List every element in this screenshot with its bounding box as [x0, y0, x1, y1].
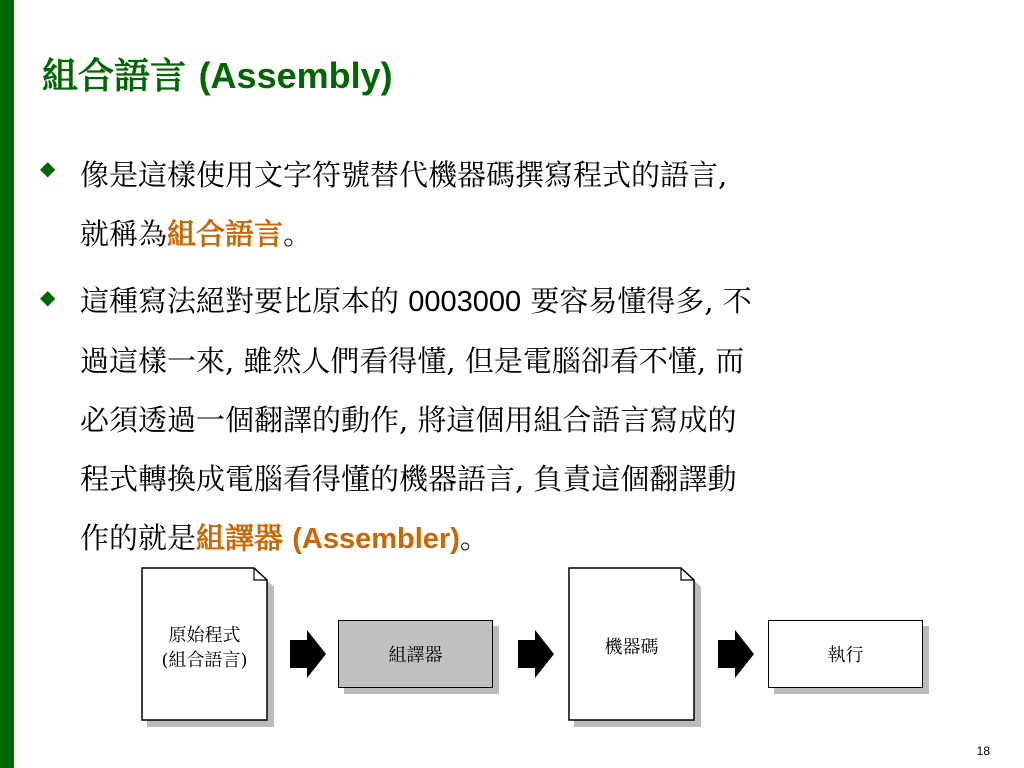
bullet-1-text: [80, 146, 1010, 264]
title-english: (Assembly): [198, 55, 393, 96]
execute-label: 執行: [768, 620, 923, 688]
source-program-line-1: 原始程式: [168, 625, 241, 646]
bullet-2-line-5-suffix: 。: [459, 521, 489, 555]
arrow-right-icon: [717, 629, 755, 679]
page-number: 18: [976, 744, 990, 758]
machine-code-label: 機器碼: [604, 637, 659, 658]
slide-title: [42, 48, 393, 99]
left-accent-bar: [0, 0, 14, 768]
title-chinese: 組合語言: [42, 55, 187, 97]
bullet-1-line-2: [80, 205, 1010, 264]
assembler-label: 組譯器: [338, 620, 493, 688]
bullet-1-line-1: 像是這樣使用文字符號替代機器碼撰寫程式的語言,: [80, 158, 728, 192]
bullet-2-line-5: [80, 509, 1010, 569]
arrow-right-icon: [517, 629, 555, 679]
bullet-2-line-3: 必須透過一個翻譯的動作, 將這個用組合語言寫成的: [80, 403, 737, 437]
source-program-document: [141, 567, 268, 721]
bullet-2-line-5-prefix: 作的就是: [80, 521, 197, 555]
highlight-assembler-en: (Assembler): [292, 523, 460, 555]
bullet-1-prefix: 就稱為: [80, 217, 168, 251]
bullet-2-line-1-a: 這種寫法絕對要比原本的: [80, 284, 400, 318]
machine-code-number: 0003000: [408, 286, 522, 318]
arrow-right-icon: [289, 629, 327, 679]
bullet-2-line-2: 過這樣一來, 雖然人們看得懂, 但是電腦卻看不懂, 而: [80, 344, 745, 378]
bullet-diamond-icon: ◆: [40, 156, 56, 180]
bullet-2-line-1-b: 要容易懂得多, 不: [530, 284, 752, 318]
highlight-assembler-cn: 組譯器: [196, 521, 284, 555]
bullet-2-line-1: [80, 272, 1010, 332]
machine-code-document: [568, 567, 695, 721]
source-program-label: [141, 623, 268, 673]
bullet-1-suffix: 。: [283, 217, 313, 251]
bullet-2-text: [80, 272, 1010, 569]
execute-box: [768, 620, 923, 688]
bullet-diamond-icon: ◆: [40, 285, 56, 309]
assembler-box: [338, 620, 493, 688]
highlight-assembly-language: 組合語言: [167, 217, 284, 251]
source-program-line-2: (組合語言): [161, 650, 248, 671]
bullet-2-line-4: 程式轉換成電腦看得懂的機器語言, 負責這個翻譯動: [80, 462, 737, 496]
